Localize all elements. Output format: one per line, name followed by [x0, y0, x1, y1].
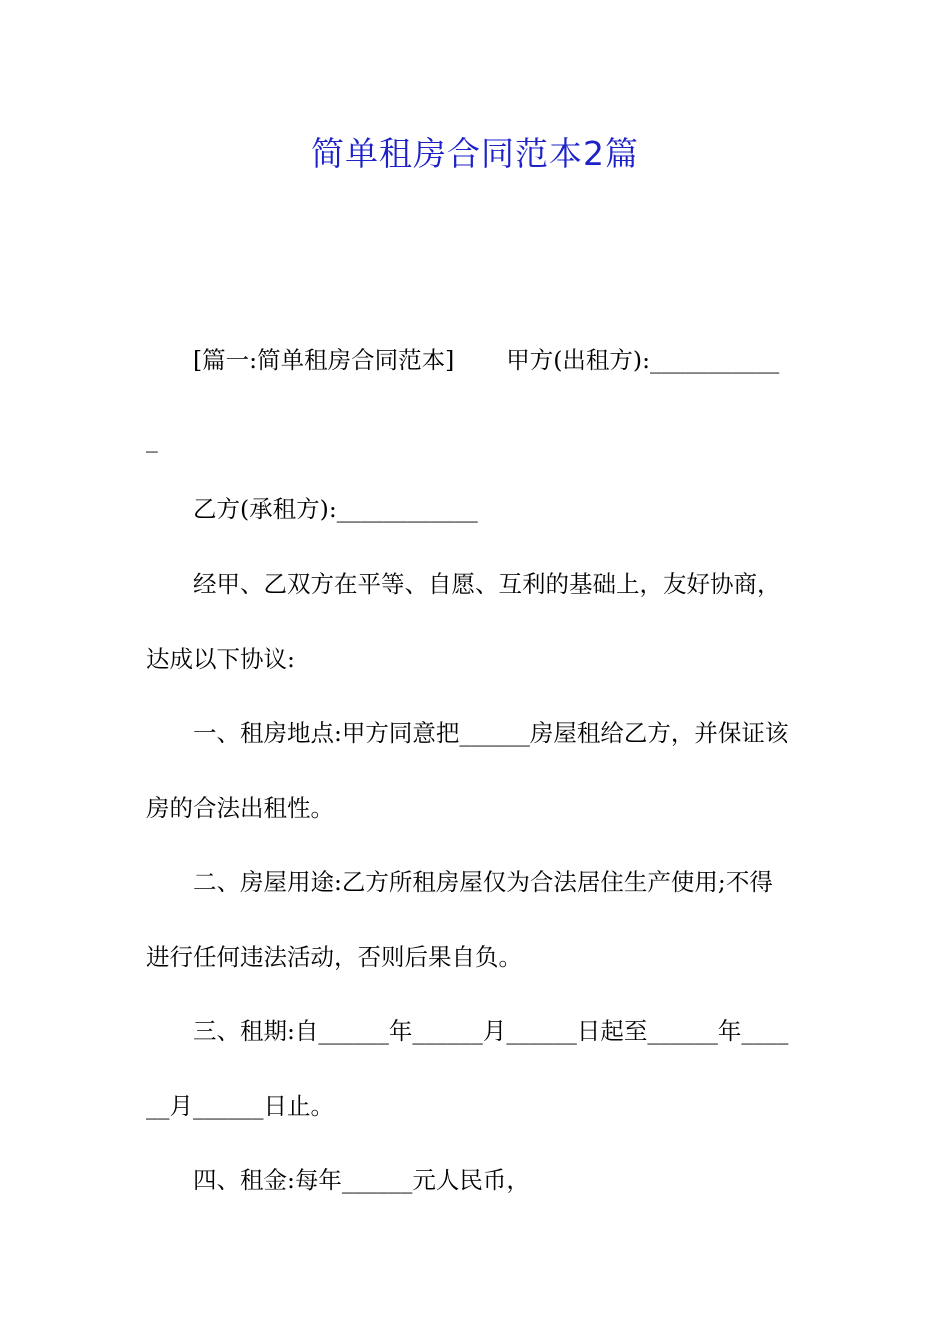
clause-rent: 四、租金:每年______元人民币， — [193, 1166, 530, 1194]
paragraph-line — [193, 345, 810, 375]
paragraph-line: 房的合法出租性。 — [146, 794, 334, 822]
section-heading: [篇一:简单租房合同范本] — [193, 346, 455, 374]
paragraph-line: 达成以下协议: — [146, 645, 295, 673]
document-title: 简单租房合同范本2篇 — [311, 134, 639, 173]
party-a-field: 甲方(出租方):___________ — [506, 346, 780, 374]
paragraph-line: 进行任何违法活动，否则后果自负。 — [146, 943, 522, 971]
clause-usage: 二、房屋用途:乙方所租房屋仅为合法居住生产使用;不得 — [193, 868, 773, 896]
clause-location: 一、租房地点:甲方同意把______房屋租给乙方，并保证该 — [193, 719, 789, 747]
paragraph-line: 经甲、乙双方在平等、自愿、互利的基础上，友好协商， — [193, 570, 781, 598]
paragraph-line: _ — [146, 425, 158, 453]
paragraph-line: __月______日止。 — [146, 1092, 334, 1120]
party-b-field: 乙方(承租方):____________ — [193, 495, 478, 523]
clause-term: 三、租期:自______年______月______日起至______年____ — [193, 1017, 789, 1045]
